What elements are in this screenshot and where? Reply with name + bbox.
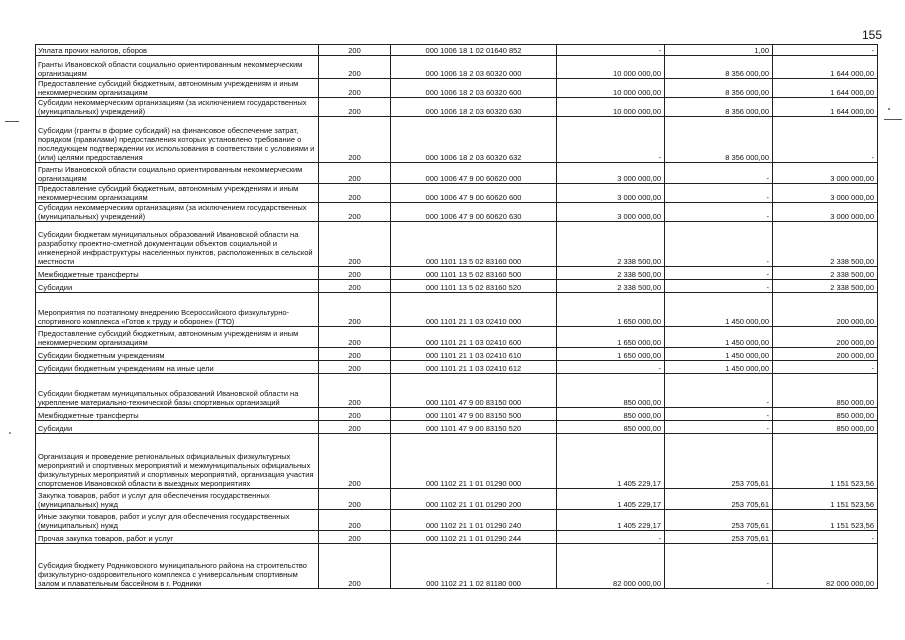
row-admin-code: 200 [319, 544, 391, 589]
row-name: Субсидии бюджетам муниципальных образований Ивановской области на укрепление материально-технической базы спортивных организаций [36, 374, 319, 408]
row-planned-amount: - [557, 531, 665, 544]
row-remaining-amount: 850 000,00 [773, 408, 878, 421]
row-remaining-amount: 2 338 500,00 [773, 280, 878, 293]
scan-artifact-dot [9, 432, 11, 434]
row-budget-code: 000 1102 21 1 02 81180 000 [391, 544, 557, 589]
row-admin-code: 200 [319, 327, 391, 348]
row-budget-code: 000 1006 18 1 02 01640 852 [391, 45, 557, 56]
row-admin-code: 200 [319, 45, 391, 56]
table-row [36, 327, 878, 348]
table-row [36, 510, 878, 531]
row-admin-code: 200 [319, 98, 391, 117]
row-admin-code: 200 [319, 184, 391, 203]
row-remaining-amount: - [773, 361, 878, 374]
row-remaining-amount: 1 151 523,56 [773, 489, 878, 510]
row-remaining-amount: 850 000,00 [773, 374, 878, 408]
row-budget-code: 000 1101 47 9 00 83150 520 [391, 421, 557, 434]
row-remaining-amount: 2 338 500,00 [773, 267, 878, 280]
row-planned-amount: - [557, 117, 665, 163]
row-planned-amount: 1 650 000,00 [557, 327, 665, 348]
row-name: Мероприятия по поэтапному внедрению Всероссийского физкультурно-спортивного комплекса «Готов к труду и обороне» (ГТО) [36, 293, 319, 327]
scan-artifact-line [884, 119, 902, 120]
page-number: 155 [862, 28, 883, 42]
row-remaining-amount: 200 000,00 [773, 348, 878, 361]
row-planned-amount: 3 000 000,00 [557, 203, 665, 222]
row-remaining-amount: 1 644 000,00 [773, 56, 878, 79]
row-executed-amount: 253 705,61 [665, 510, 773, 531]
row-name: Субсидии (гранты в форме субсидий) на финансовое обеспечение затрат, порядком (правилами) предоставления которых установлено требование о последующем подтверждении их использования в соответствии с условиями и (или) целями предоставления [36, 117, 319, 163]
row-executed-amount: - [665, 544, 773, 589]
row-name: Субсидии некоммерческим организациям (за исключением государственных (муниципальных) учреждений) [36, 203, 319, 222]
row-executed-amount: - [665, 280, 773, 293]
row-admin-code: 200 [319, 531, 391, 544]
row-budget-code: 000 1101 21 1 03 02410 610 [391, 348, 557, 361]
row-remaining-amount: 850 000,00 [773, 421, 878, 434]
row-budget-code: 000 1101 47 9 00 83150 000 [391, 374, 557, 408]
row-admin-code: 200 [319, 348, 391, 361]
row-planned-amount: 850 000,00 [557, 408, 665, 421]
row-budget-code: 000 1102 21 1 01 01290 200 [391, 489, 557, 510]
row-budget-code: 000 1102 21 1 01 01290 244 [391, 531, 557, 544]
row-budget-code: 000 1006 18 2 03 60320 632 [391, 117, 557, 163]
row-admin-code: 200 [319, 222, 391, 267]
table-row [36, 544, 878, 589]
row-admin-code: 200 [319, 56, 391, 79]
budget-table-body [36, 45, 878, 589]
row-name: Межбюджетные трансферты [36, 408, 319, 421]
table-row [36, 293, 878, 327]
row-budget-code: 000 1006 18 2 03 60320 600 [391, 79, 557, 98]
row-remaining-amount: 3 000 000,00 [773, 184, 878, 203]
row-admin-code: 200 [319, 421, 391, 434]
row-executed-amount: 1 450 000,00 [665, 293, 773, 327]
table-row [36, 117, 878, 163]
budget-table [35, 44, 878, 589]
row-admin-code: 200 [319, 293, 391, 327]
row-budget-code: 000 1101 13 5 02 83160 000 [391, 222, 557, 267]
scan-artifact-dot [888, 108, 890, 110]
row-planned-amount: 2 338 500,00 [557, 267, 665, 280]
row-name: Межбюджетные трансферты [36, 267, 319, 280]
row-budget-code: 000 1101 13 5 02 83160 520 [391, 280, 557, 293]
row-executed-amount: 1 450 000,00 [665, 348, 773, 361]
row-remaining-amount: - [773, 45, 878, 56]
row-name: Организация и проведение региональных официальных физкультурных мероприятий и спортивных мероприятий и межмуниципальных официальных физкультурных мероприятий и спортивных мероприятий, организация участия спортсменов Ивановской области в выездных мероприятиях [36, 434, 319, 489]
row-executed-amount: 1,00 [665, 45, 773, 56]
row-budget-code: 000 1006 47 9 00 60620 000 [391, 163, 557, 184]
table-row [36, 45, 878, 56]
table-row [36, 203, 878, 222]
row-name: Предоставление субсидий бюджетным, автономным учреждениям и иным некоммерческим организациям [36, 184, 319, 203]
row-planned-amount: 3 000 000,00 [557, 184, 665, 203]
row-admin-code: 200 [319, 374, 391, 408]
row-executed-amount: - [665, 163, 773, 184]
row-planned-amount: 10 000 000,00 [557, 98, 665, 117]
row-executed-amount: - [665, 222, 773, 267]
table-row [36, 79, 878, 98]
row-executed-amount: - [665, 184, 773, 203]
row-name: Субсидии [36, 280, 319, 293]
row-budget-code: 000 1006 47 9 00 60620 630 [391, 203, 557, 222]
table-row [36, 489, 878, 510]
row-admin-code: 200 [319, 79, 391, 98]
row-planned-amount: 10 000 000,00 [557, 56, 665, 79]
table-row [36, 184, 878, 203]
row-name: Субсидии некоммерческим организациям (за исключением государственных (муниципальных) учреждений) [36, 98, 319, 117]
budget-table-container [35, 44, 881, 640]
row-name: Иные закупки товаров, работ и услуг для обеспечения государственных (муниципальных) нужд [36, 510, 319, 531]
row-remaining-amount: 3 000 000,00 [773, 163, 878, 184]
row-executed-amount: - [665, 408, 773, 421]
row-admin-code: 200 [319, 117, 391, 163]
row-name: Субсидии бюджетным учреждениям [36, 348, 319, 361]
row-admin-code: 200 [319, 361, 391, 374]
row-remaining-amount: 1 151 523,56 [773, 510, 878, 531]
row-planned-amount: 10 000 000,00 [557, 79, 665, 98]
row-admin-code: 200 [319, 489, 391, 510]
row-remaining-amount: - [773, 531, 878, 544]
row-budget-code: 000 1006 18 2 03 60320 630 [391, 98, 557, 117]
row-budget-code: 000 1006 47 9 00 60620 600 [391, 184, 557, 203]
row-name: Субсидии бюджетам муниципальных образований Ивановской области на разработку проектно-сметной документации объектов социальной и инженерной инфраструктуры населенных пунктов, расположенных в сельской местности [36, 222, 319, 267]
row-admin-code: 200 [319, 434, 391, 489]
row-remaining-amount: 3 000 000,00 [773, 203, 878, 222]
row-name: Субсидии [36, 421, 319, 434]
table-row [36, 56, 878, 79]
row-planned-amount: - [557, 361, 665, 374]
row-executed-amount: 253 705,61 [665, 434, 773, 489]
table-row [36, 98, 878, 117]
table-row [36, 434, 878, 489]
table-row [36, 222, 878, 267]
row-planned-amount: 1 405 229,17 [557, 434, 665, 489]
row-name: Гранты Ивановской области социально ориентированным некоммерческим организациям [36, 56, 319, 79]
row-executed-amount: 1 450 000,00 [665, 327, 773, 348]
table-row [36, 408, 878, 421]
row-budget-code: 000 1101 21 1 03 02410 612 [391, 361, 557, 374]
row-budget-code: 000 1102 21 1 01 01290 000 [391, 434, 557, 489]
row-remaining-amount: - [773, 117, 878, 163]
row-executed-amount: - [665, 203, 773, 222]
row-name: Закупка товаров, работ и услуг для обеспечения государственных (муниципальных) нужд [36, 489, 319, 510]
row-admin-code: 200 [319, 510, 391, 531]
row-executed-amount: - [665, 421, 773, 434]
row-admin-code: 200 [319, 163, 391, 184]
row-name: Субсидия бюджету Родниковского муниципального района на строительство физкультурно-оздоровительного комплекса с универсальным спортивным залом и плавательным бассейном в г. Родники [36, 544, 319, 589]
row-planned-amount: - [557, 45, 665, 56]
row-planned-amount: 1 650 000,00 [557, 293, 665, 327]
row-executed-amount: 8 356 000,00 [665, 117, 773, 163]
row-planned-amount: 82 000 000,00 [557, 544, 665, 589]
row-executed-amount: 1 450 000,00 [665, 361, 773, 374]
scan-artifact-line [5, 121, 19, 122]
row-name: Уплата прочих налогов, сборов [36, 45, 319, 56]
row-executed-amount: - [665, 267, 773, 280]
row-planned-amount: 1 405 229,17 [557, 510, 665, 531]
row-budget-code: 000 1006 18 2 03 60320 000 [391, 56, 557, 79]
row-name: Субсидии бюджетным учреждениям на иные цели [36, 361, 319, 374]
row-budget-code: 000 1102 21 1 01 01290 240 [391, 510, 557, 531]
row-remaining-amount: 1 644 000,00 [773, 98, 878, 117]
row-remaining-amount: 1 644 000,00 [773, 79, 878, 98]
row-name: Предоставление субсидий бюджетным, автономным учреждениям и иным некоммерческим организациям [36, 327, 319, 348]
row-remaining-amount: 82 000 000,00 [773, 544, 878, 589]
row-executed-amount: - [665, 374, 773, 408]
row-admin-code: 200 [319, 408, 391, 421]
table-row [36, 267, 878, 280]
table-row [36, 374, 878, 408]
row-executed-amount: 253 705,61 [665, 489, 773, 510]
row-admin-code: 200 [319, 267, 391, 280]
row-admin-code: 200 [319, 203, 391, 222]
table-row [36, 531, 878, 544]
row-planned-amount: 850 000,00 [557, 421, 665, 434]
table-row [36, 348, 878, 361]
row-remaining-amount: 2 338 500,00 [773, 222, 878, 267]
row-admin-code: 200 [319, 280, 391, 293]
table-row [36, 163, 878, 184]
row-remaining-amount: 200 000,00 [773, 327, 878, 348]
table-row [36, 361, 878, 374]
row-executed-amount: 8 356 000,00 [665, 79, 773, 98]
row-name: Гранты Ивановской области социально ориентированным некоммерческим организациям [36, 163, 319, 184]
row-name: Предоставление субсидий бюджетным, автономным учреждениям и иным некоммерческим организациям [36, 79, 319, 98]
row-planned-amount: 3 000 000,00 [557, 163, 665, 184]
row-remaining-amount: 200 000,00 [773, 293, 878, 327]
row-budget-code: 000 1101 21 1 03 02410 000 [391, 293, 557, 327]
row-planned-amount: 1 650 000,00 [557, 348, 665, 361]
table-row [36, 421, 878, 434]
row-executed-amount: 8 356 000,00 [665, 56, 773, 79]
row-planned-amount: 850 000,00 [557, 374, 665, 408]
row-executed-amount: 8 356 000,00 [665, 98, 773, 117]
row-budget-code: 000 1101 21 1 03 02410 600 [391, 327, 557, 348]
row-executed-amount: 253 705,61 [665, 531, 773, 544]
row-name: Прочая закупка товаров, работ и услуг [36, 531, 319, 544]
row-budget-code: 000 1101 47 9 00 83150 500 [391, 408, 557, 421]
row-planned-amount: 2 338 500,00 [557, 280, 665, 293]
row-budget-code: 000 1101 13 5 02 83160 500 [391, 267, 557, 280]
row-remaining-amount: 1 151 523,56 [773, 434, 878, 489]
table-row [36, 280, 878, 293]
row-planned-amount: 1 405 229,17 [557, 489, 665, 510]
row-planned-amount: 2 338 500,00 [557, 222, 665, 267]
